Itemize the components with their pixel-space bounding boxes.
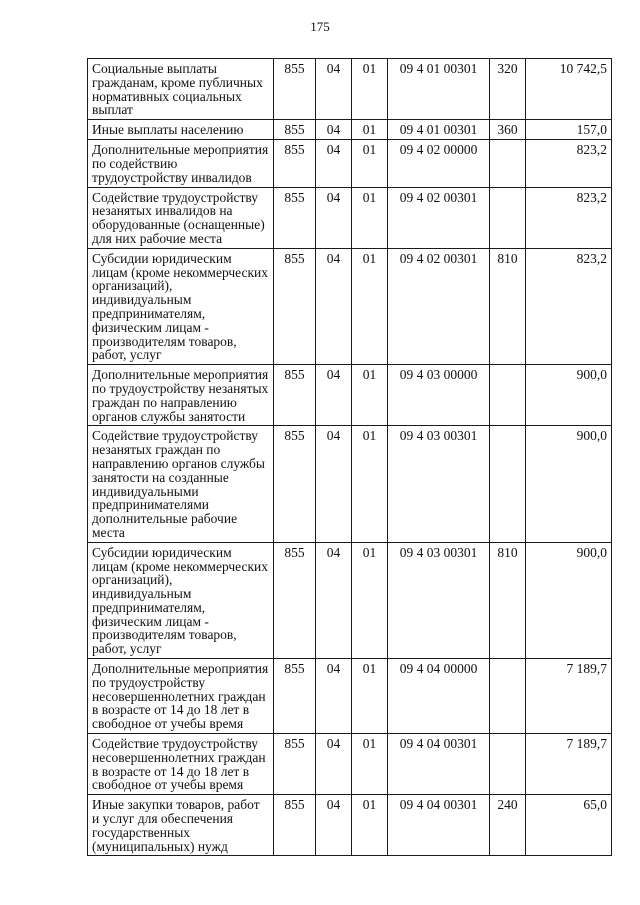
cell-amount: 823,2 bbox=[526, 140, 612, 187]
cell-podrazdel: 01 bbox=[352, 187, 388, 248]
cell-amount: 823,2 bbox=[526, 248, 612, 364]
cell-podrazdel: 01 bbox=[352, 734, 388, 795]
cell-name: Дополнительные мероприятия по содействию трудоустройству инвалидов bbox=[88, 140, 274, 187]
cell-amount: 900,0 bbox=[526, 542, 612, 658]
table-row bbox=[88, 248, 612, 364]
table-row bbox=[88, 542, 612, 658]
cell-razdel: 04 bbox=[316, 365, 352, 426]
cell-amount: 900,0 bbox=[526, 365, 612, 426]
cell-name: Субсидии юридическим лицам (кроме некоммерческих организаций), индивидуальным предпринимателям, физическим лицам - производителям товаров, работ, услуг bbox=[88, 542, 274, 658]
cell-grbs: 855 bbox=[274, 120, 316, 140]
cell-target-article: 09 4 03 00000 bbox=[388, 365, 490, 426]
cell-razdel: 04 bbox=[316, 248, 352, 364]
cell-expense-type bbox=[490, 140, 526, 187]
cell-expense-type: 320 bbox=[490, 59, 526, 120]
cell-expense-type: 810 bbox=[490, 248, 526, 364]
cell-razdel: 04 bbox=[316, 120, 352, 140]
table-row bbox=[88, 120, 612, 140]
budget-table-body bbox=[88, 59, 612, 856]
cell-razdel: 04 bbox=[316, 542, 352, 658]
cell-target-article: 09 4 03 00301 bbox=[388, 426, 490, 542]
table-row bbox=[88, 187, 612, 248]
cell-expense-type: 360 bbox=[490, 120, 526, 140]
cell-target-article: 09 4 04 00301 bbox=[388, 734, 490, 795]
cell-razdel: 04 bbox=[316, 426, 352, 542]
cell-amount: 7 189,7 bbox=[526, 734, 612, 795]
cell-razdel: 04 bbox=[316, 187, 352, 248]
cell-grbs: 855 bbox=[274, 542, 316, 658]
cell-expense-type bbox=[490, 734, 526, 795]
cell-amount: 65,0 bbox=[526, 795, 612, 856]
cell-name: Иные закупки товаров, работ и услуг для обеспечения государственных (муниципальных) нужд bbox=[88, 795, 274, 856]
cell-razdel: 04 bbox=[316, 59, 352, 120]
table-row bbox=[88, 795, 612, 856]
cell-podrazdel: 01 bbox=[352, 59, 388, 120]
cell-razdel: 04 bbox=[316, 734, 352, 795]
table-row bbox=[88, 426, 612, 542]
cell-podrazdel: 01 bbox=[352, 795, 388, 856]
table-row bbox=[88, 734, 612, 795]
cell-grbs: 855 bbox=[274, 59, 316, 120]
cell-podrazdel: 01 bbox=[352, 120, 388, 140]
cell-grbs: 855 bbox=[274, 365, 316, 426]
cell-target-article: 09 4 02 00301 bbox=[388, 248, 490, 364]
cell-target-article: 09 4 04 00301 bbox=[388, 795, 490, 856]
page-number: 175 bbox=[310, 19, 330, 34]
cell-grbs: 855 bbox=[274, 187, 316, 248]
table-row bbox=[88, 140, 612, 187]
cell-razdel: 04 bbox=[316, 795, 352, 856]
cell-expense-type bbox=[490, 365, 526, 426]
cell-name: Содействие трудоустройству незанятых инвалидов на оборудованные (оснащенные) для них рабочие места bbox=[88, 187, 274, 248]
cell-podrazdel: 01 bbox=[352, 140, 388, 187]
cell-amount: 7 189,7 bbox=[526, 659, 612, 734]
cell-razdel: 04 bbox=[316, 659, 352, 734]
cell-name: Дополнительные мероприятия по трудоустройству незанятых граждан по направлению органов службы занятости bbox=[88, 365, 274, 426]
cell-target-article: 09 4 04 00000 bbox=[388, 659, 490, 734]
cell-name: Иные выплаты населению bbox=[88, 120, 274, 140]
cell-amount: 10 742,5 bbox=[526, 59, 612, 120]
cell-podrazdel: 01 bbox=[352, 659, 388, 734]
cell-podrazdel: 01 bbox=[352, 542, 388, 658]
cell-grbs: 855 bbox=[274, 248, 316, 364]
cell-name: Содействие трудоустройству несовершеннолетних граждан в возрасте от 14 до 18 лет в свободное от учебы время bbox=[88, 734, 274, 795]
cell-grbs: 855 bbox=[274, 795, 316, 856]
cell-expense-type bbox=[490, 426, 526, 542]
budget-table bbox=[87, 58, 612, 856]
cell-target-article: 09 4 01 00301 bbox=[388, 59, 490, 120]
cell-grbs: 855 bbox=[274, 734, 316, 795]
cell-name: Дополнительные мероприятия по трудоустройству несовершеннолетних граждан в возрасте от 14 до 18 лет в свободное от учебы время bbox=[88, 659, 274, 734]
cell-target-article: 09 4 03 00301 bbox=[388, 542, 490, 658]
cell-amount: 157,0 bbox=[526, 120, 612, 140]
cell-expense-type bbox=[490, 187, 526, 248]
cell-name: Содействие трудоустройству незанятых граждан по направлению органов службы занятости на созданные индивидуальными предпринимателями дополнительные рабочие места bbox=[88, 426, 274, 542]
table-row bbox=[88, 59, 612, 120]
cell-podrazdel: 01 bbox=[352, 365, 388, 426]
cell-expense-type bbox=[490, 659, 526, 734]
cell-amount: 900,0 bbox=[526, 426, 612, 542]
cell-name: Социальные выплаты гражданам, кроме публичных нормативных социальных выплат bbox=[88, 59, 274, 120]
cell-name: Субсидии юридическим лицам (кроме некоммерческих организаций), индивидуальным предпринимателям, физическим лицам - производителям товаров, работ, услуг bbox=[88, 248, 274, 364]
cell-razdel: 04 bbox=[316, 140, 352, 187]
cell-grbs: 855 bbox=[274, 140, 316, 187]
cell-target-article: 09 4 01 00301 bbox=[388, 120, 490, 140]
table-row bbox=[88, 365, 612, 426]
cell-grbs: 855 bbox=[274, 426, 316, 542]
cell-expense-type: 240 bbox=[490, 795, 526, 856]
cell-expense-type: 810 bbox=[490, 542, 526, 658]
cell-target-article: 09 4 02 00000 bbox=[388, 140, 490, 187]
cell-target-article: 09 4 02 00301 bbox=[388, 187, 490, 248]
cell-amount: 823,2 bbox=[526, 187, 612, 248]
table-row bbox=[88, 659, 612, 734]
cell-grbs: 855 bbox=[274, 659, 316, 734]
cell-podrazdel: 01 bbox=[352, 426, 388, 542]
cell-podrazdel: 01 bbox=[352, 248, 388, 364]
